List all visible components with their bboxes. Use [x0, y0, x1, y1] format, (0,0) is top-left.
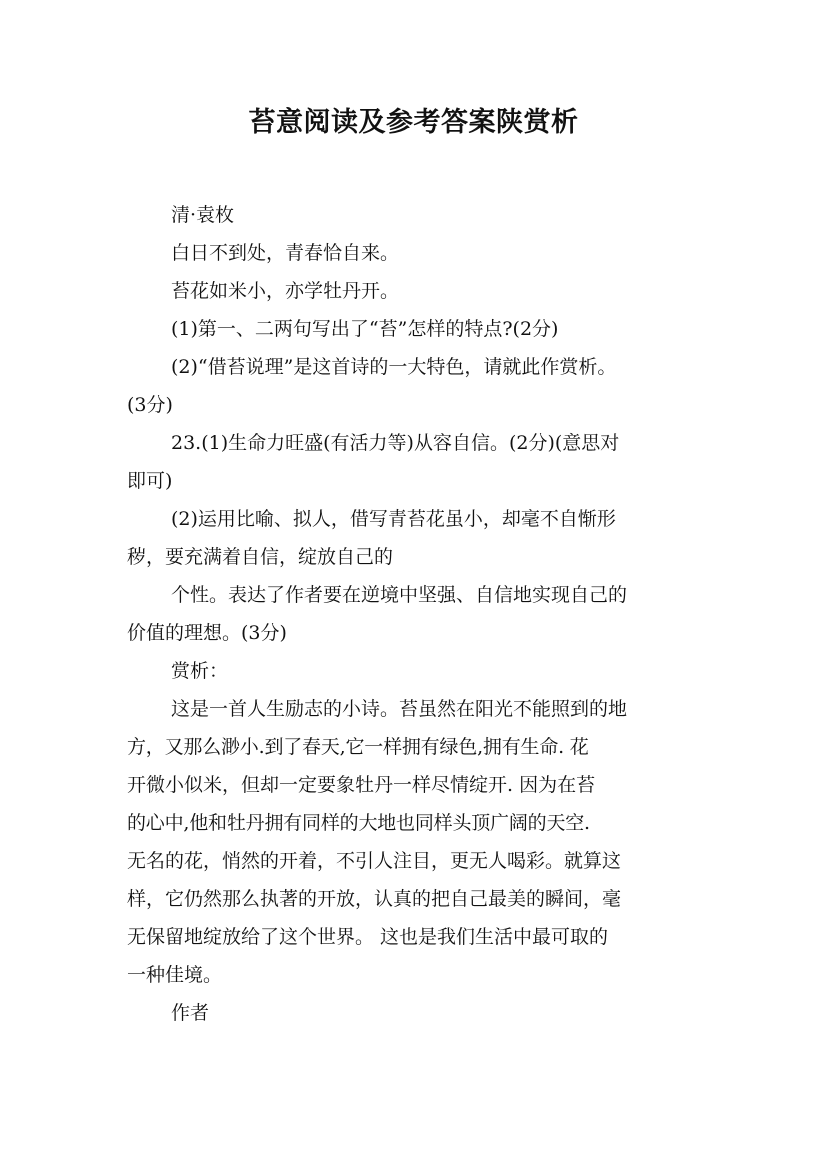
answer-2-line-4: 价值的理想。(3分) — [127, 622, 287, 644]
answer-2-line-1: (2)运用比喻、拟人，借写青苔花虽小，却毫不自惭形 — [171, 508, 616, 530]
appreciation-line-6: 样，它仍然那么执著的开放，认真的把自己最美的瞬间，毫 — [127, 888, 622, 910]
question-1: (1)第一、二两句写出了“苔”怎样的特点?(2分) — [171, 318, 559, 340]
appreciation-line-4: 的心中,他和牡丹拥有同样的大地也同样头顶广阔的天空. — [127, 812, 590, 834]
answer-1-line-2: 即可) — [127, 470, 173, 492]
document-body — [127, 196, 707, 1032]
appreciation-line-7: 无保留地绽放给了这个世界。 这也是我们生活中最可取的 — [127, 926, 609, 948]
document-title: 苔意阅读及参考答案陕赏析 — [248, 107, 579, 138]
appreciation-heading: 赏析： — [171, 660, 229, 682]
author-line: 清·袁枚 — [171, 204, 235, 226]
author-label: 作者 — [171, 1002, 210, 1024]
poem-line-1: 白日不到处，青春恰自来。 — [171, 242, 400, 264]
answer-2-line-2: 秽，要充满着自信，绽放自己的 — [127, 546, 394, 568]
appreciation-line-2: 方，又那么渺小.到了春天,它一样拥有绿色,拥有生命. 花 — [127, 736, 589, 758]
question-2-score: (3分) — [127, 394, 173, 416]
answer-1-line-1: 23.(1)生命力旺盛(有活力等)从容自信。(2分)(意思对 — [171, 432, 620, 454]
appreciation-line-1: 这是一首人生励志的小诗。苔虽然在阳光不能照到的地 — [171, 698, 628, 720]
answer-2-line-3: 个性。表达了作者要在逆境中坚强、自信地实现自己的 — [171, 584, 628, 606]
question-2: (2)“借苔说理”是这首诗的一大特色，请就此作赏析。 — [171, 356, 617, 378]
poem-line-2: 苔花如米小，亦学牡丹开。 — [171, 280, 400, 302]
appreciation-line-5: 无名的花，悄然的开着，不引人注目，更无人喝彩。就算这 — [127, 850, 622, 872]
appreciation-line-8: 一种佳境。 — [127, 964, 223, 986]
appreciation-line-3: 开微小似米，但却一定要象牡丹一样尽情绽开. 因为在苔 — [127, 774, 596, 796]
